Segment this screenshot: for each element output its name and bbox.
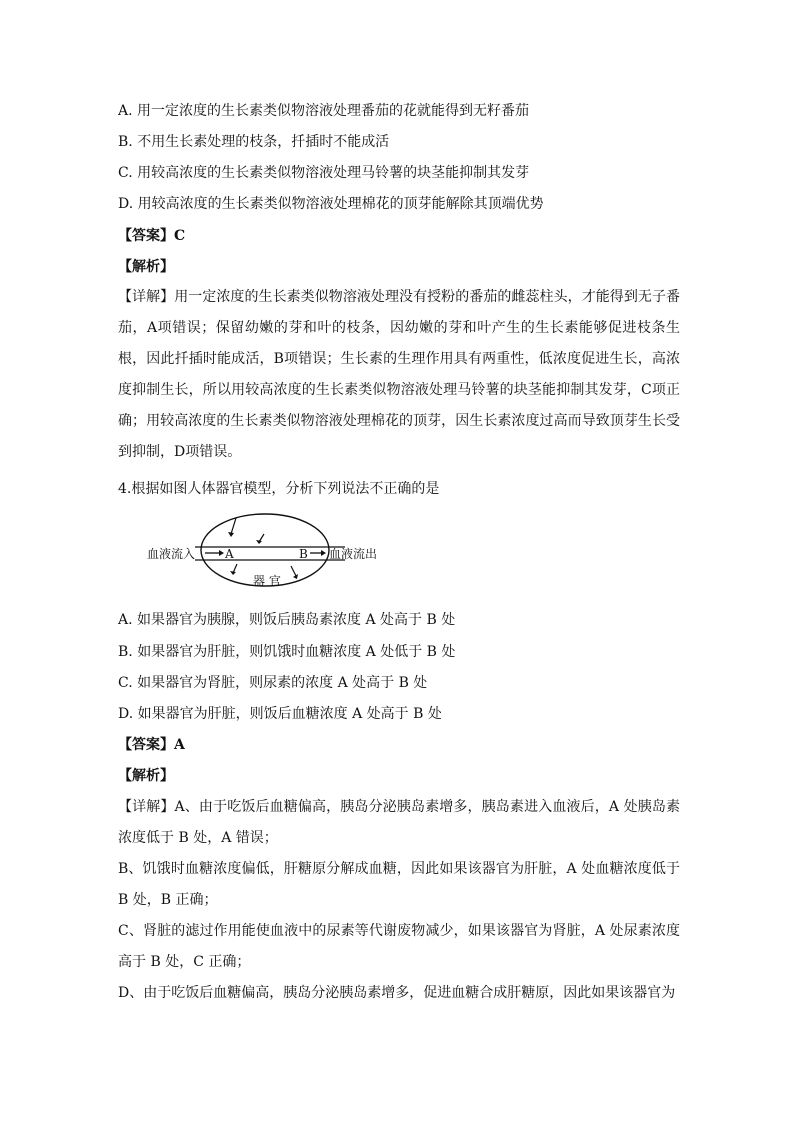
q4-detail-b: B、饥饿时血糖浓度偏低，肝糖原分解成血糖，因此如果该器官为肝脏，A 处血糖浓度低于 B 处，B 正确； (118, 861, 680, 908)
q3-option-c: C. 用较高浓度的生长素类似物溶液处理马铃薯的块茎能抑制其发芽 (118, 165, 530, 181)
q4-option-c: C. 如果器官为肾脏，则尿素的浓度 A 处高于 B 处 (118, 675, 428, 691)
q3-option-b: B. 不用生长素处理的枝条，扦插时不能成活 (118, 134, 390, 150)
q4-option-d: D. 如果器官为肝脏，则饭后血糖浓度 A 处高于 B 处 (118, 706, 442, 722)
q4-stem: 4.根据如图人体器官模型，分析下列说法不正确的是 (118, 481, 440, 497)
outflow-label: 血液流出 (329, 547, 378, 561)
q4-detail-c: C、肾脏的滤过作用能使血液中的尿素等代谢废物减少，如果该器官为肾脏，A 处尿素浓度高于 B 处，C 正确； (118, 923, 680, 970)
q4-detail-a: 【详解】A、由于吃饭后血糖偏高，胰岛分泌胰岛素增多，胰岛素进入血液后，A 处胰岛素浓度低于 B 处，A 错误； (118, 799, 680, 846)
q3-detail: 【详解】用一定浓度的生长素类似物溶液处理没有授粉的番茄的雌蕊柱头，才能得到无子番茄，A项错误；保留幼嫩的芽和叶的枝条，因幼嫩的芽和叶产生的生长素能够促进枝条生根，因此扦插时能成活，B项错误；生长素的生理作用具有两重性，低浓度促进生长，高浓度抑制生长，所以用较高浓度的生长素类似物溶液处理马铃薯的块茎能抑制其发芽，C项正确；用较高浓度的生长素类似物溶液处理棉花的顶芽，因生长素浓度过高而导致顶芽生长受到抑制，D项错误。 (118, 289, 680, 460)
outflow-arrowhead (321, 550, 326, 556)
q4-answer: 【答案】A (118, 737, 185, 753)
exchange-arrowhead-top-left (228, 532, 234, 537)
q4-detail-d: D、由于吃饭后血糖偏高，胰岛分泌胰岛素增多，促进血糖合成肝糖原，因此如果该器官为 (118, 985, 676, 1001)
q3-option-d: D. 用较高浓度的生长素类似物溶液处理棉花的顶芽能解除其顶端优势 (118, 196, 544, 212)
q3-answer: 【答案】C (118, 228, 186, 244)
q3-option-a: A. 用一定浓度的生长素类似物溶液处理番茄的花就能得到无籽番茄 (118, 103, 530, 119)
q4-analysis-title: 【解析】 (118, 768, 174, 784)
exchange-arrow-bottom-right (291, 566, 296, 576)
organ-label: 器 官 (253, 574, 281, 588)
exchange-arrowhead-bottom-left (230, 571, 236, 575)
organ-model-diagram (145, 506, 385, 598)
point-b-label: B (299, 547, 308, 561)
q3-analysis-title: 【解析】 (118, 259, 174, 275)
inflow-arrowhead (219, 550, 224, 556)
exchange-arrow-top-left (231, 518, 236, 534)
point-a-label: A (225, 547, 234, 561)
inflow-label: 血液流入 (147, 547, 196, 561)
q4-option-b: B. 如果器官为肝脏，则饥饿时血糖浓度 A 处低于 B 处 (118, 644, 456, 660)
q4-option-a: A. 如果器官为胰腺，则饭后胰岛素浓度 A 处高于 B 处 (118, 612, 456, 628)
exchange-arrowhead-top-mid (256, 540, 262, 544)
